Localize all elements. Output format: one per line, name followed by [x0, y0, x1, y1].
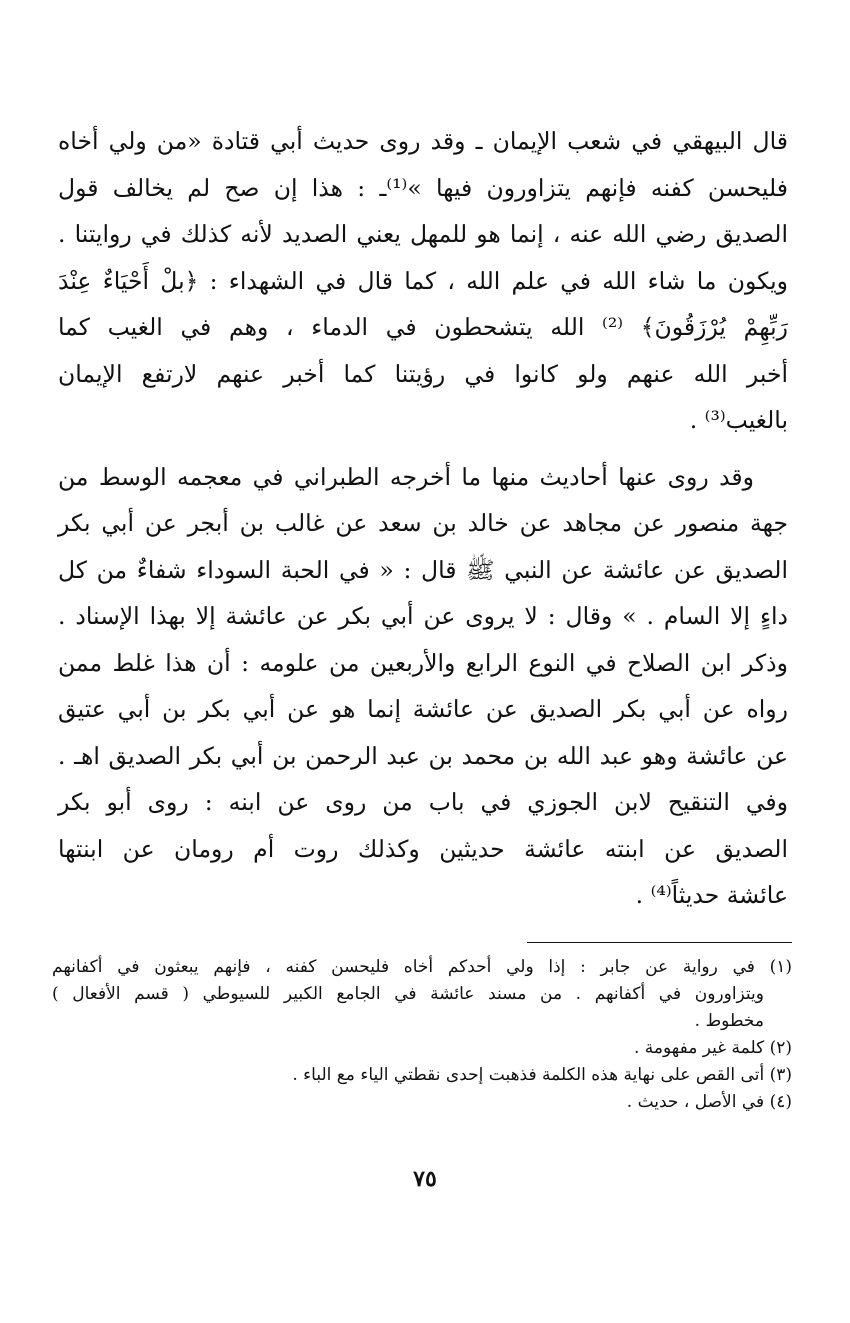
- main-text: [58, 118, 788, 919]
- text-line: عن عائشة وهو عبد الله بن محمد بن عبد الرحمن بن أبي بكر الصديق اهـ .: [58, 741, 788, 770]
- footnote-line: ويتزاورون في أكفانهم . من مسند عائشة في الجامع الكبير للسيوطي ( قسم الأفعال ): [52, 984, 764, 1004]
- footnote-line: (٣) أتى القص على نهاية هذه الكلمة فذهبت إحدى نقطتي الياء مع الباء .: [292, 1065, 792, 1085]
- text-line: رَبِّهِمْ يُرْزَقُونَ﴾ ⁽²⁾ الله يتشحطون في الدماء ، وهم في الغيب كما: [58, 313, 788, 341]
- footnote-line: مخطوط .: [694, 1011, 764, 1031]
- text-line: الصديق عن ابنته عائشة حديثين وكذلك روت أم رومان عن ابنتها: [58, 834, 788, 863]
- text-line: أخبر الله عنهم ولو كانوا في رؤيتنا كما أخبر عنهم لارتفع الإيمان: [58, 359, 788, 388]
- text-line: وفي التنقيح لابن الجوزي في باب من روى عن ابنه : روى أبو بكر: [58, 788, 788, 816]
- text-line: بالغيب⁽³⁾ .: [689, 406, 788, 434]
- text-line: وذكر ابن الصلاح في النوع الرابع والأربعين من علومه : أن هذا غلط ممن: [58, 648, 788, 677]
- text-line: جهة منصور عن مجاهد عن خالد بن سعد عن غالب بن أبجر عن أبي بكر: [58, 509, 788, 537]
- text-line: داءٍ إلا السام . » وقال : لا يروى عن أبي بكر عن عائشة إلا بهذا الإسناد .: [58, 602, 788, 630]
- footnote-line: (٤) في الأصل ، حديث .: [626, 1092, 792, 1112]
- page-number: ٧٥: [413, 1166, 437, 1192]
- footnote-line: (١) في رواية عن جابر : إذا ولي أحدكم أخاه فليحسن كفنه ، فإنهم يبعثون في أكفانهم: [52, 957, 792, 977]
- text-line: رواه عن أبي بكر الصديق عن عائشة إنما هو عن أبي بكر بن أبي عتيق: [58, 695, 788, 723]
- text-line: وقد روى عنها أحاديث منها ما أخرجه الطبراني في معجمه الوسط من: [58, 462, 754, 491]
- text-line: فليحسن كفنه فإنهم يتزاورون فيها »⁽¹⁾ـ : هذا إن صح لم يخالف قول: [58, 173, 789, 202]
- text-line: الصديق رضي الله عنه ، إنما هو للمهل يعني الصديد لأنه كذلك في روايتنا .: [58, 220, 788, 248]
- text-line: قال البيهقي في شعب الإيمان ـ وقد روى حديث أبي قتادة «من ولي أخاه: [58, 127, 788, 155]
- footnote-divider: [527, 942, 792, 943]
- text-line: ويكون ما شاء الله في علم الله ، كما قال في الشهداء : ﴿بلْ أَحْيَاءٌ عِنْدَ: [58, 266, 788, 295]
- footnote-line: (٢) كلمة غير مفهومة .: [633, 1038, 792, 1058]
- text-line: عائشة حديثاً⁽⁴⁾ .: [635, 881, 788, 909]
- footnotes: [52, 954, 792, 1116]
- text-line: الصديق عن عائشة عن النبي ﷺ قال : « في الحبة السوداء شفاءٌ من كل: [58, 555, 788, 584]
